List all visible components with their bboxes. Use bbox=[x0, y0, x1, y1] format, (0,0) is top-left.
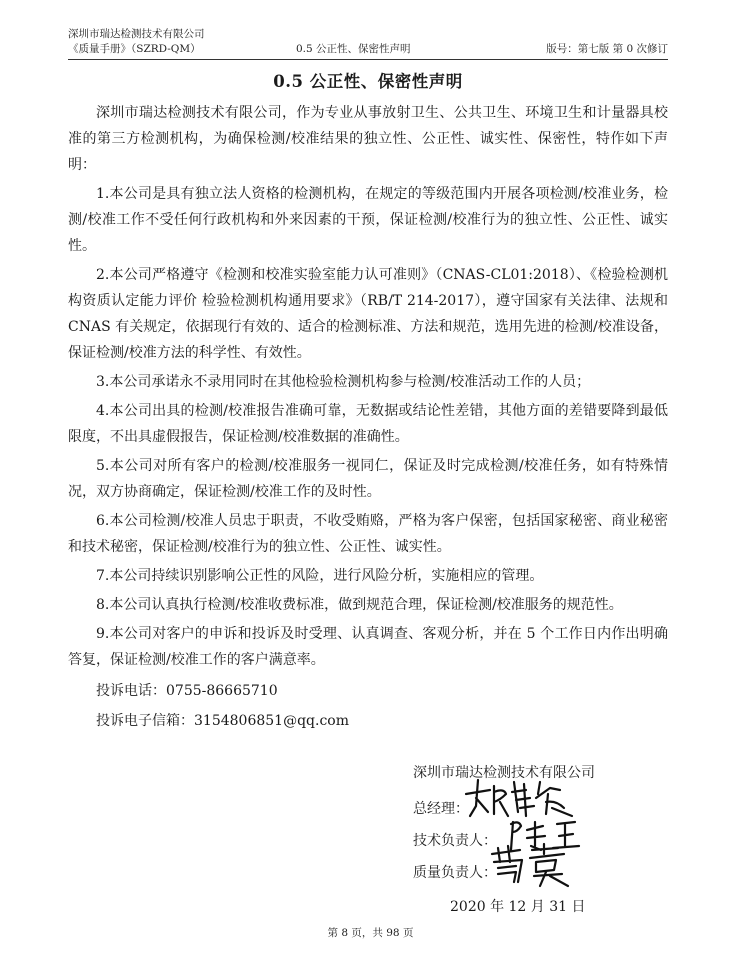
general-manager-label: 总经理： bbox=[413, 801, 469, 817]
tech-lead-label: 技术负责人： bbox=[413, 833, 497, 849]
clause-paragraph: 1.本公司是具有独立法人资格的检测机构，在规定的等级范围内开展各项检测/校准业务，检测/校准工作不受任何行政机构和外来因素的干预，保证检测/校准行为的独立性、公正性、诚实性。 bbox=[68, 186, 668, 254]
complaint-phone: 投诉电话：0755-86665710 bbox=[96, 683, 278, 699]
clause-paragraph: 8.本公司认真执行检测/校准收费标准，做到规范合理，保证检测/校准服务的规范性。 bbox=[96, 597, 623, 613]
header-version: 版号：第七版 第 0 次修订 bbox=[546, 43, 668, 55]
clause-paragraph: 2.本公司严格遵守《检测和校准实验室能力认可准则》（CNAS-CL01:2018）、《检验检测机构资质认定能力评价 检验检测机构通用要求》（RB/T 214-2017），遵守国家有关法律、法规和 CNAS 有关规定，依据现行有效的、适合的检测标准、方法和规范，选用先进的检测/校准设备，保证检测/校准方法的科学性、有效性。 bbox=[68, 267, 668, 361]
quality-lead-label: 质量负责人： bbox=[413, 865, 497, 881]
intro-paragraph: 深圳市瑞达检测技术有限公司，作为专业从事放射卫生、公共卫生、环境卫生和计量器具校准的第三方检测机构，为确保检测/校准结果的独立性、公正性、诚实性、保密性，特作如下声明： bbox=[68, 105, 668, 173]
page-footer: 第 8 页，共 98 页 bbox=[327, 927, 414, 939]
quality-lead-signature bbox=[488, 842, 578, 888]
clause-paragraph: 6.本公司检测/校准人员忠于职责，不收受贿赂，严格为客户保密，包括国家秘密、商业秘密和技术秘密，保证检测/校准行为的独立性、公正性、诚实性。 bbox=[68, 513, 668, 555]
document-body bbox=[68, 100, 668, 736]
signing-date: 2020 年 12 月 31 日 bbox=[450, 899, 586, 915]
general-manager-signature bbox=[460, 772, 580, 822]
clause-paragraph: 5.本公司对所有客户的检测/校准服务一视同仁，保证及时完成检测/校准任务，如有特殊情况，双方协商确定，保证检测/校准工作的及时性。 bbox=[68, 458, 668, 500]
header-section: 0.5 公正性、保密性声明 bbox=[296, 43, 411, 55]
header-divider bbox=[68, 59, 668, 60]
signature-company: 深圳市瑞达检测技术有限公司 bbox=[413, 765, 595, 781]
clause-paragraph: 7.本公司持续识别影响公正性的风险，进行风险分析，实施相应的管理。 bbox=[96, 568, 544, 584]
page-title: 0.5 公正性、保密性声明 bbox=[273, 72, 463, 91]
clause-paragraph: 3.本公司承诺永不录用同时在其他检验检测机构参与检测/校准活动工作的人员； bbox=[96, 374, 591, 390]
header-manual: 《质量手册》（SZRD-QM） bbox=[68, 43, 201, 55]
clause-paragraph: 9.本公司对客户的申诉和投诉及时受理、认真调查、客观分析，并在 5 个工作日内作出明确答复，保证检测/校准工作的客户满意率。 bbox=[68, 626, 668, 668]
complaint-email: 投诉电子信箱：3154806851@qq.com bbox=[96, 713, 349, 729]
header-company: 深圳市瑞达检测技术有限公司 bbox=[68, 28, 205, 40]
clause-paragraph: 4.本公司出具的检测/校准报告准确可靠，无数据或结论性差错，其他方面的差错要降到最低限度，不出具虚假报告，保证检测/校准数据的准确性。 bbox=[68, 403, 668, 445]
